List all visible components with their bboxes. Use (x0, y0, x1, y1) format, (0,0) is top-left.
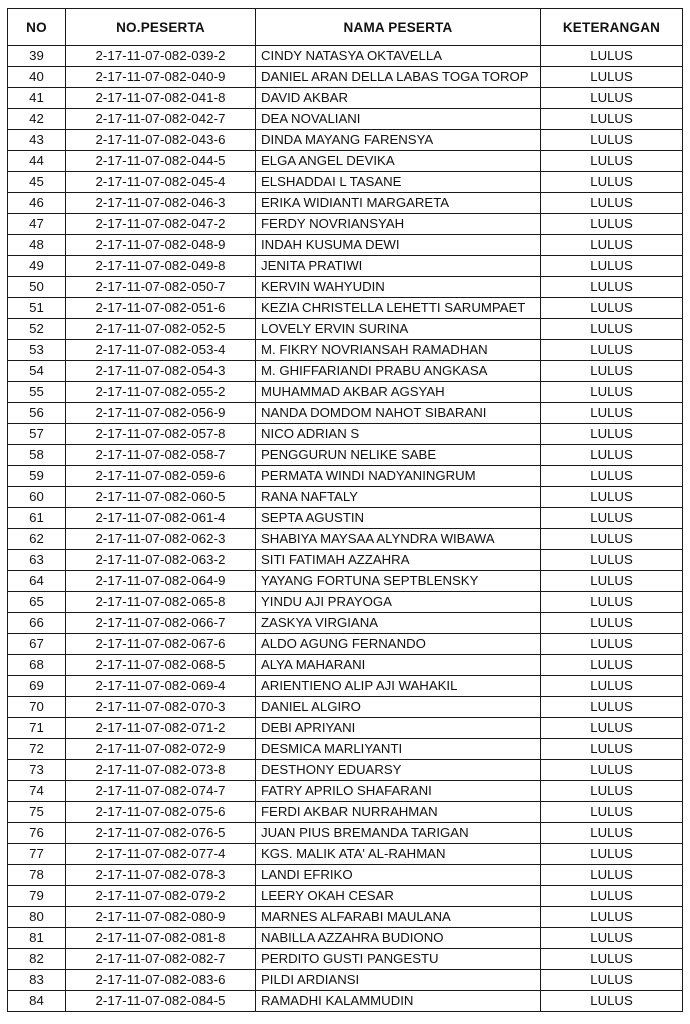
cell-keterangan: LULUS (541, 592, 683, 613)
cell-keterangan: LULUS (541, 88, 683, 109)
table-row (8, 571, 683, 592)
table-row (8, 781, 683, 802)
cell-no-peserta: 2-17-11-07-082-058-7 (66, 445, 256, 466)
cell-nama-peserta: PILDI ARDIANSI (256, 970, 541, 991)
cell-keterangan: LULUS (541, 151, 683, 172)
cell-no: 48 (8, 235, 66, 256)
cell-no: 51 (8, 298, 66, 319)
cell-no-peserta: 2-17-11-07-082-043-6 (66, 130, 256, 151)
cell-keterangan: LULUS (541, 340, 683, 361)
cell-no-peserta: 2-17-11-07-082-084-5 (66, 991, 256, 1012)
cell-nama-peserta: M. GHIFFARIANDI PRABU ANGKASA (256, 361, 541, 382)
table-row (8, 277, 683, 298)
cell-no-peserta: 2-17-11-07-082-077-4 (66, 844, 256, 865)
cell-nama-peserta: DAVID AKBAR (256, 88, 541, 109)
table-row (8, 319, 683, 340)
cell-keterangan: LULUS (541, 697, 683, 718)
cell-nama-peserta: NICO ADRIAN S (256, 424, 541, 445)
cell-no-peserta: 2-17-11-07-082-060-5 (66, 487, 256, 508)
table-row (8, 130, 683, 151)
cell-no: 71 (8, 718, 66, 739)
cell-keterangan: LULUS (541, 739, 683, 760)
cell-no-peserta: 2-17-11-07-082-053-4 (66, 340, 256, 361)
cell-no: 53 (8, 340, 66, 361)
cell-no-peserta: 2-17-11-07-082-055-2 (66, 382, 256, 403)
cell-no-peserta: 2-17-11-07-082-078-3 (66, 865, 256, 886)
cell-no-peserta: 2-17-11-07-082-050-7 (66, 277, 256, 298)
cell-keterangan: LULUS (541, 949, 683, 970)
cell-no-peserta: 2-17-11-07-082-056-9 (66, 403, 256, 424)
cell-no: 75 (8, 802, 66, 823)
cell-keterangan: LULUS (541, 508, 683, 529)
header-keterangan: KETERANGAN (541, 9, 683, 46)
cell-nama-peserta: INDAH KUSUMA DEWI (256, 235, 541, 256)
cell-no: 54 (8, 361, 66, 382)
cell-no: 63 (8, 550, 66, 571)
cell-nama-peserta: KGS. MALIK ATA' AL-RAHMAN (256, 844, 541, 865)
cell-no: 60 (8, 487, 66, 508)
cell-nama-peserta: LOVELY ERVIN SURINA (256, 319, 541, 340)
cell-keterangan: LULUS (541, 403, 683, 424)
table-row (8, 886, 683, 907)
cell-nama-peserta: ERIKA WIDIANTI MARGARETA (256, 193, 541, 214)
cell-nama-peserta: YINDU AJI PRAYOGA (256, 592, 541, 613)
header-no: NO (8, 9, 66, 46)
cell-keterangan: LULUS (541, 487, 683, 508)
cell-keterangan: LULUS (541, 445, 683, 466)
cell-no: 77 (8, 844, 66, 865)
cell-nama-peserta: DESTHONY EDUARSY (256, 760, 541, 781)
cell-no-peserta: 2-17-11-07-082-057-8 (66, 424, 256, 445)
cell-no: 40 (8, 67, 66, 88)
cell-nama-peserta: LEERY OKAH CESAR (256, 886, 541, 907)
cell-no: 61 (8, 508, 66, 529)
cell-no-peserta: 2-17-11-07-082-068-5 (66, 655, 256, 676)
cell-nama-peserta: M. FIKRY NOVRIANSAH RAMADHAN (256, 340, 541, 361)
cell-keterangan: LULUS (541, 718, 683, 739)
cell-no-peserta: 2-17-11-07-082-073-8 (66, 760, 256, 781)
cell-keterangan: LULUS (541, 319, 683, 340)
cell-no-peserta: 2-17-11-07-082-044-5 (66, 151, 256, 172)
cell-no-peserta: 2-17-11-07-082-074-7 (66, 781, 256, 802)
cell-no-peserta: 2-17-11-07-082-065-8 (66, 592, 256, 613)
cell-no-peserta: 2-17-11-07-082-076-5 (66, 823, 256, 844)
header-nama-peserta: NAMA PESERTA (256, 9, 541, 46)
cell-keterangan: LULUS (541, 466, 683, 487)
table-row (8, 634, 683, 655)
cell-keterangan: LULUS (541, 865, 683, 886)
cell-nama-peserta: JENITA PRATIWI (256, 256, 541, 277)
cell-nama-peserta: FERDI AKBAR NURRAHMAN (256, 802, 541, 823)
cell-no-peserta: 2-17-11-07-082-067-6 (66, 634, 256, 655)
table-row (8, 109, 683, 130)
cell-no: 69 (8, 676, 66, 697)
cell-no: 80 (8, 907, 66, 928)
cell-no: 81 (8, 928, 66, 949)
cell-no-peserta: 2-17-11-07-082-040-9 (66, 67, 256, 88)
cell-no: 41 (8, 88, 66, 109)
cell-keterangan: LULUS (541, 907, 683, 928)
table-body (8, 46, 683, 1012)
cell-nama-peserta: NANDA DOMDOM NAHOT SIBARANI (256, 403, 541, 424)
cell-nama-peserta: ZASKYA VIRGIANA (256, 613, 541, 634)
cell-keterangan: LULUS (541, 277, 683, 298)
cell-no: 47 (8, 214, 66, 235)
cell-nama-peserta: FERDY NOVRIANSYAH (256, 214, 541, 235)
cell-nama-peserta: SITI FATIMAH AZZAHRA (256, 550, 541, 571)
cell-no: 84 (8, 991, 66, 1012)
cell-keterangan: LULUS (541, 844, 683, 865)
cell-nama-peserta: RANA NAFTALY (256, 487, 541, 508)
cell-no: 83 (8, 970, 66, 991)
cell-no-peserta: 2-17-11-07-082-054-3 (66, 361, 256, 382)
cell-keterangan: LULUS (541, 655, 683, 676)
cell-no-peserta: 2-17-11-07-082-071-2 (66, 718, 256, 739)
cell-nama-peserta: SHABIYA MAYSAA ALYNDRA WIBAWA (256, 529, 541, 550)
cell-keterangan: LULUS (541, 802, 683, 823)
cell-no-peserta: 2-17-11-07-082-082-7 (66, 949, 256, 970)
cell-no-peserta: 2-17-11-07-082-079-2 (66, 886, 256, 907)
cell-no: 44 (8, 151, 66, 172)
cell-no-peserta: 2-17-11-07-082-041-8 (66, 88, 256, 109)
cell-keterangan: LULUS (541, 571, 683, 592)
cell-no: 62 (8, 529, 66, 550)
cell-nama-peserta: NABILLA AZZAHRA BUDIONO (256, 928, 541, 949)
cell-no: 43 (8, 130, 66, 151)
cell-no-peserta: 2-17-11-07-082-061-4 (66, 508, 256, 529)
cell-nama-peserta: RAMADHI KALAMMUDIN (256, 991, 541, 1012)
cell-no-peserta: 2-17-11-07-082-052-5 (66, 319, 256, 340)
table-row (8, 466, 683, 487)
table-row (8, 508, 683, 529)
table-row (8, 592, 683, 613)
cell-nama-peserta: CINDY NATASYA OKTAVELLA (256, 46, 541, 67)
cell-nama-peserta: SEPTA AGUSTIN (256, 508, 541, 529)
cell-no-peserta: 2-17-11-07-082-047-2 (66, 214, 256, 235)
cell-keterangan: LULUS (541, 298, 683, 319)
cell-no: 49 (8, 256, 66, 277)
cell-keterangan: LULUS (541, 130, 683, 151)
table-row (8, 991, 683, 1012)
cell-no: 70 (8, 697, 66, 718)
table-row (8, 67, 683, 88)
cell-keterangan: LULUS (541, 214, 683, 235)
cell-no-peserta: 2-17-11-07-082-042-7 (66, 109, 256, 130)
cell-no-peserta: 2-17-11-07-082-070-3 (66, 697, 256, 718)
cell-no-peserta: 2-17-11-07-082-049-8 (66, 256, 256, 277)
cell-no: 55 (8, 382, 66, 403)
cell-keterangan: LULUS (541, 781, 683, 802)
cell-no-peserta: 2-17-11-07-082-075-6 (66, 802, 256, 823)
cell-no: 56 (8, 403, 66, 424)
cell-no: 59 (8, 466, 66, 487)
cell-no: 42 (8, 109, 66, 130)
cell-no-peserta: 2-17-11-07-082-064-9 (66, 571, 256, 592)
cell-no-peserta: 2-17-11-07-082-066-7 (66, 613, 256, 634)
cell-nama-peserta: KERVIN WAHYUDIN (256, 277, 541, 298)
cell-keterangan: LULUS (541, 550, 683, 571)
cell-nama-peserta: ELSHADDAI L TASANE (256, 172, 541, 193)
cell-keterangan: LULUS (541, 676, 683, 697)
cell-no-peserta: 2-17-11-07-082-063-2 (66, 550, 256, 571)
cell-keterangan: LULUS (541, 991, 683, 1012)
table-row (8, 739, 683, 760)
cell-nama-peserta: ALDO AGUNG FERNANDO (256, 634, 541, 655)
cell-nama-peserta: PERMATA WINDI NADYANINGRUM (256, 466, 541, 487)
cell-no-peserta: 2-17-11-07-082-081-8 (66, 928, 256, 949)
table-row (8, 823, 683, 844)
table-row (8, 298, 683, 319)
table-row (8, 403, 683, 424)
cell-no: 46 (8, 193, 66, 214)
table-row (8, 424, 683, 445)
cell-no: 79 (8, 886, 66, 907)
cell-no-peserta: 2-17-11-07-082-072-9 (66, 739, 256, 760)
cell-nama-peserta: LANDI EFRIKO (256, 865, 541, 886)
cell-no-peserta: 2-17-11-07-082-051-6 (66, 298, 256, 319)
cell-no: 67 (8, 634, 66, 655)
cell-keterangan: LULUS (541, 634, 683, 655)
table-row (8, 88, 683, 109)
cell-no: 68 (8, 655, 66, 676)
cell-nama-peserta: MARNES ALFARABI MAULANA (256, 907, 541, 928)
cell-keterangan: LULUS (541, 46, 683, 67)
cell-keterangan: LULUS (541, 109, 683, 130)
cell-keterangan: LULUS (541, 235, 683, 256)
table-row (8, 361, 683, 382)
cell-no: 74 (8, 781, 66, 802)
cell-no: 78 (8, 865, 66, 886)
cell-keterangan: LULUS (541, 529, 683, 550)
table-row (8, 697, 683, 718)
table-row (8, 46, 683, 67)
cell-no: 50 (8, 277, 66, 298)
table-row (8, 865, 683, 886)
cell-no-peserta: 2-17-11-07-082-048-9 (66, 235, 256, 256)
table-row (8, 802, 683, 823)
table-row (8, 550, 683, 571)
header-no-peserta: NO.PESERTA (66, 9, 256, 46)
table-row (8, 928, 683, 949)
cell-keterangan: LULUS (541, 760, 683, 781)
table-row (8, 844, 683, 865)
table-row (8, 970, 683, 991)
cell-nama-peserta: DANIEL ALGIRO (256, 697, 541, 718)
table-row (8, 949, 683, 970)
cell-nama-peserta: PENGGURUN NELIKE SABE (256, 445, 541, 466)
cell-keterangan: LULUS (541, 172, 683, 193)
cell-no-peserta: 2-17-11-07-082-069-4 (66, 676, 256, 697)
cell-nama-peserta: DESMICA MARLIYANTI (256, 739, 541, 760)
cell-nama-peserta: DANIEL ARAN DELLA LABAS TOGA TOROP (256, 67, 541, 88)
cell-keterangan: LULUS (541, 970, 683, 991)
cell-no-peserta: 2-17-11-07-082-046-3 (66, 193, 256, 214)
cell-no: 58 (8, 445, 66, 466)
cell-nama-peserta: ALYA MAHARANI (256, 655, 541, 676)
cell-no: 73 (8, 760, 66, 781)
cell-keterangan: LULUS (541, 193, 683, 214)
table-row (8, 193, 683, 214)
cell-keterangan: LULUS (541, 886, 683, 907)
cell-keterangan: LULUS (541, 613, 683, 634)
cell-nama-peserta: MUHAMMAD AKBAR AGSYAH (256, 382, 541, 403)
results-document (7, 8, 682, 1012)
cell-no-peserta: 2-17-11-07-082-039-2 (66, 46, 256, 67)
cell-no: 72 (8, 739, 66, 760)
cell-no: 76 (8, 823, 66, 844)
cell-no: 65 (8, 592, 66, 613)
cell-nama-peserta: FATRY APRILO SHAFARANI (256, 781, 541, 802)
cell-no: 52 (8, 319, 66, 340)
table-row (8, 529, 683, 550)
cell-nama-peserta: DEBI APRIYANI (256, 718, 541, 739)
cell-no-peserta: 2-17-11-07-082-083-6 (66, 970, 256, 991)
cell-no: 64 (8, 571, 66, 592)
table-row (8, 760, 683, 781)
cell-no-peserta: 2-17-11-07-082-080-9 (66, 907, 256, 928)
cell-no: 57 (8, 424, 66, 445)
header-row (8, 9, 683, 46)
cell-nama-peserta: DINDA MAYANG FARENSYA (256, 130, 541, 151)
table-row (8, 613, 683, 634)
results-table (7, 8, 683, 1012)
cell-nama-peserta: YAYANG FORTUNA SEPTBLENSKY (256, 571, 541, 592)
table-row (8, 340, 683, 361)
cell-nama-peserta: KEZIA CHRISTELLA LEHETTI SARUMPAET (256, 298, 541, 319)
table-row (8, 256, 683, 277)
table-row (8, 151, 683, 172)
cell-no-peserta: 2-17-11-07-082-062-3 (66, 529, 256, 550)
cell-no: 66 (8, 613, 66, 634)
table-row (8, 655, 683, 676)
table-row (8, 676, 683, 697)
cell-no: 39 (8, 46, 66, 67)
cell-nama-peserta: DEA NOVALIANI (256, 109, 541, 130)
cell-keterangan: LULUS (541, 424, 683, 445)
cell-keterangan: LULUS (541, 928, 683, 949)
cell-nama-peserta: ELGA ANGEL DEVIKA (256, 151, 541, 172)
table-row (8, 382, 683, 403)
cell-nama-peserta: PERDITO GUSTI PANGESTU (256, 949, 541, 970)
table-row (8, 172, 683, 193)
table-row (8, 718, 683, 739)
table-row (8, 214, 683, 235)
cell-keterangan: LULUS (541, 256, 683, 277)
cell-nama-peserta: ARIENTIENO ALIP AJI WAHAKIL (256, 676, 541, 697)
table-row (8, 487, 683, 508)
cell-no-peserta: 2-17-11-07-082-045-4 (66, 172, 256, 193)
cell-no: 82 (8, 949, 66, 970)
cell-no-peserta: 2-17-11-07-082-059-6 (66, 466, 256, 487)
cell-keterangan: LULUS (541, 67, 683, 88)
cell-no: 45 (8, 172, 66, 193)
cell-nama-peserta: JUAN PIUS BREMANDA TARIGAN (256, 823, 541, 844)
cell-keterangan: LULUS (541, 823, 683, 844)
table-row (8, 235, 683, 256)
cell-keterangan: LULUS (541, 382, 683, 403)
table-header (8, 9, 683, 46)
cell-keterangan: LULUS (541, 361, 683, 382)
table-row (8, 445, 683, 466)
table-row (8, 907, 683, 928)
